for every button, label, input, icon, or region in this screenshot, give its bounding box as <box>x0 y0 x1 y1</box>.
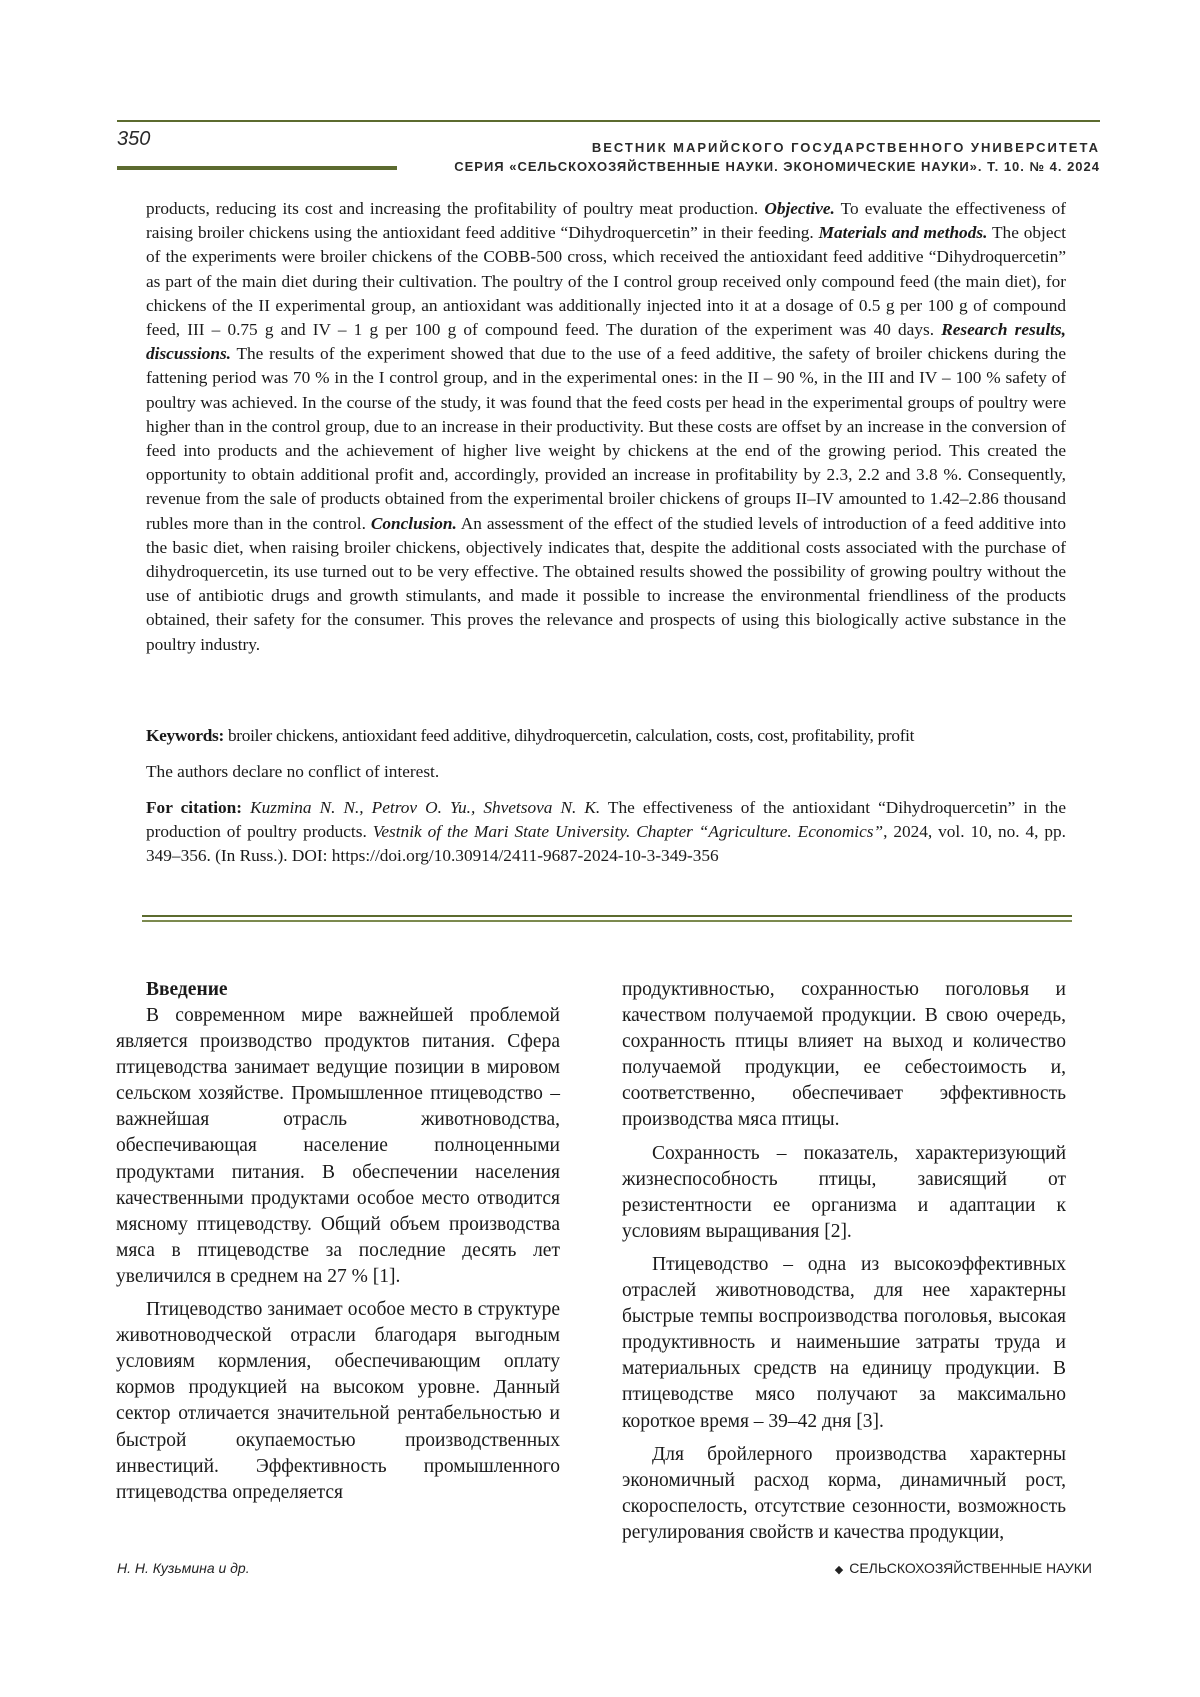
section-heading: Введение <box>146 979 228 1000</box>
keywords-text: broiler chickens, antioxidant feed additive, dihydroquercetin, calculation, costs, cost, profitability, profit <box>227 726 915 745</box>
top-rule <box>117 120 1100 122</box>
page-number: 350 <box>117 128 151 150</box>
header-accent-bar <box>117 166 397 170</box>
citation <box>146 796 1066 869</box>
journal-title: ВЕСТНИК МАРИЙСКОГО ГОСУДАРСТВЕННОГО УНИВЕРСИТЕТА <box>591 140 1100 155</box>
citation-label: For citation: <box>146 798 243 817</box>
section-divider-bottom <box>142 920 1072 922</box>
body-paragraph: Птицеводство – одна из высокоэффективных отраслей животноводства, для нее характерны быстрые темпы воспроизводства поголовья, высокая продуктивность и наименьшие затраты труда и материальных средств на единицу продукции. В птицеводстве мясо получают за максимально короткое время – 39–42 дня [3]. <box>622 1253 1066 1432</box>
body-paragraph-continued: продуктивностью, сохранностью поголовья и качеством получаемой продукции. В свою очередь, сохранность птицы влияет на выход и количество получаемой продукции, ее себестоимость и, соответственно, обеспечивает эффективность производства мяса птицы. <box>622 979 1066 1131</box>
objective-text: To evaluate the effectiveness of raising broiler chickens using the antioxidant feed additive “Dihydroquercetin” in their feeding. <box>146 199 1067 243</box>
diamond-icon: ◆ <box>834 1564 844 1576</box>
footer-authors: Н. Н. Кузьмина и др. <box>117 1560 250 1576</box>
footer-section-label: СЕЛЬСКОХОЗЯЙСТВЕННЫЕ НАУКИ <box>849 1560 1092 1576</box>
objective-label: Objective. <box>764 199 835 218</box>
conclusion-text: An assessment of the effect of the studied levels of introduction of a feed additive into the basic diet, when raising broiler chickens, objectively indicates that, despite the additional costs associated with the purchase of dihydroquercetin, its use turned out to be very effective. The obtained results showed the possibility of growing poultry without the use of antibiotic drugs and growth stimulants, and made it possible to increase the environmental friendliness of the products obtained, their safety for the consumer. This proves the relevance and prospects of using this biologically active substance in the poultry industry. <box>146 513 1066 654</box>
body-column-left <box>116 977 560 1506</box>
body-column-right <box>622 977 1066 1546</box>
section-divider-top <box>142 915 1072 917</box>
journal-series: СЕРИЯ «СЕЛЬСКОХОЗЯЙСТВЕННЫЕ НАУКИ. ЭКОНОМИЧЕСКИЕ НАУКИ». Т. 10. № 4. 2024 <box>454 159 1100 174</box>
body-paragraph: В современном мире важнейшей проблемой является производство продуктов питания. Сфера птицеводства занимает ведущие позиции в мировом сельском хозяйстве. Промышленное птицеводство – важнейшая отрасль животноводства, обеспечивающая население полноценными продуктами питания. В обеспечении населения качественными продуктами особое место отводится мясному птицеводству. Общий объем производства мяса в птицеводстве за последние десять лет увеличился в среднем на 27 % [1]. <box>116 1005 560 1287</box>
body-paragraph: Сохранность – показатель, характеризующий жизнеспособность птицы, зависящий от резистентности ее организма и адаптации к условиям выращивания [2]. <box>622 1142 1066 1242</box>
citation-title: The effectiveness of the antioxidant “Dihydroquercetin” in the production of poultry products. <box>146 798 1066 842</box>
methods-label: Materials and methods. <box>818 223 988 243</box>
body-paragraph: Для бройлерного производства характерны экономичный расход корма, динамичный рост, скороспелость, отсутствие сезонности, возможность регулирования свойств и качества продукции, <box>622 1443 1066 1543</box>
abstract-text <box>146 197 1066 657</box>
keywords <box>146 724 1076 748</box>
abstract-intro: products, reducing its cost and increasing the profitability of poultry meat production. <box>146 199 759 218</box>
citation-details: , 2024, vol. 10, no. 4, pp. 349–356. (In Russ.). DOI: https://doi.org/10.30914/2411-9687-2024-10-3-349-356 <box>146 822 1067 866</box>
footer-section <box>835 1560 1092 1576</box>
body-paragraph: Птицеводство занимает особое место в структуре животноводческой отрасли благодаря выгодным условиям кормления, обеспечивающим оплату кормов продукцией на высоком уровне. Данный сектор отличается значительной рентабельностью и быстрой окупаемостью производственных инвестиций. Эффективность промышленного птицеводства определяется <box>116 1299 560 1503</box>
results-label: Research results, discussions. <box>146 320 1066 364</box>
conflict-statement: The authors declare no conflict of interest. <box>146 762 440 781</box>
methods-text: The object of the experiments were broiler chickens of the COBB-500 cross, which received the antioxidant feed additive “Dihydroquercetin” as part of the main diet during their cultivation. The poultry of the I control group received only compound feed (the main diet), for chickens of the II experimental group, an antioxidant was additionally injected into it at a dosage of 0.5 g per 100 g of compound feed, III – 0.75 g and IV – 1 g per 100 g of compound feed. The duration of the experiment was 40 days. <box>146 223 1066 340</box>
citation-journal: Vestnik of the Mari State University. Chapter “Agriculture. Economics” <box>372 822 884 842</box>
results-text: The results of the experiment showed that due to the use of a feed additive, the safety of broiler chickens during the fattening period was 70 % in the I control group, and in the experimental ones: in the II – 90 %, in the III and IV – 100 % safety of poultry was achieved. In the course of the study, it was found that the feed costs per head in the experimental groups of poultry were higher than in the control group, due to an increase in their productivity. But these costs are offset by an increase in the conversion of feed into products and the achievement of higher live weight by chickens at the end of the growing period. This created the opportunity to obtain additional profit and, accordingly, provided an increase in profitability by 2.3, 2.2 and 3.8 %. Consequently, revenue from the sale of products obtained from the experimental broiler chickens of groups II–IV amounted to 1.42–2.86 thousand rubles more than in the control. <box>146 344 1066 533</box>
abstract <box>146 197 1066 657</box>
citation-authors: Kuzmina N. N., Petrov O. Yu., Shvetsova N. K. <box>250 798 601 817</box>
keywords-label: Keywords: <box>146 726 224 745</box>
conclusion-label: Conclusion. <box>370 513 457 533</box>
